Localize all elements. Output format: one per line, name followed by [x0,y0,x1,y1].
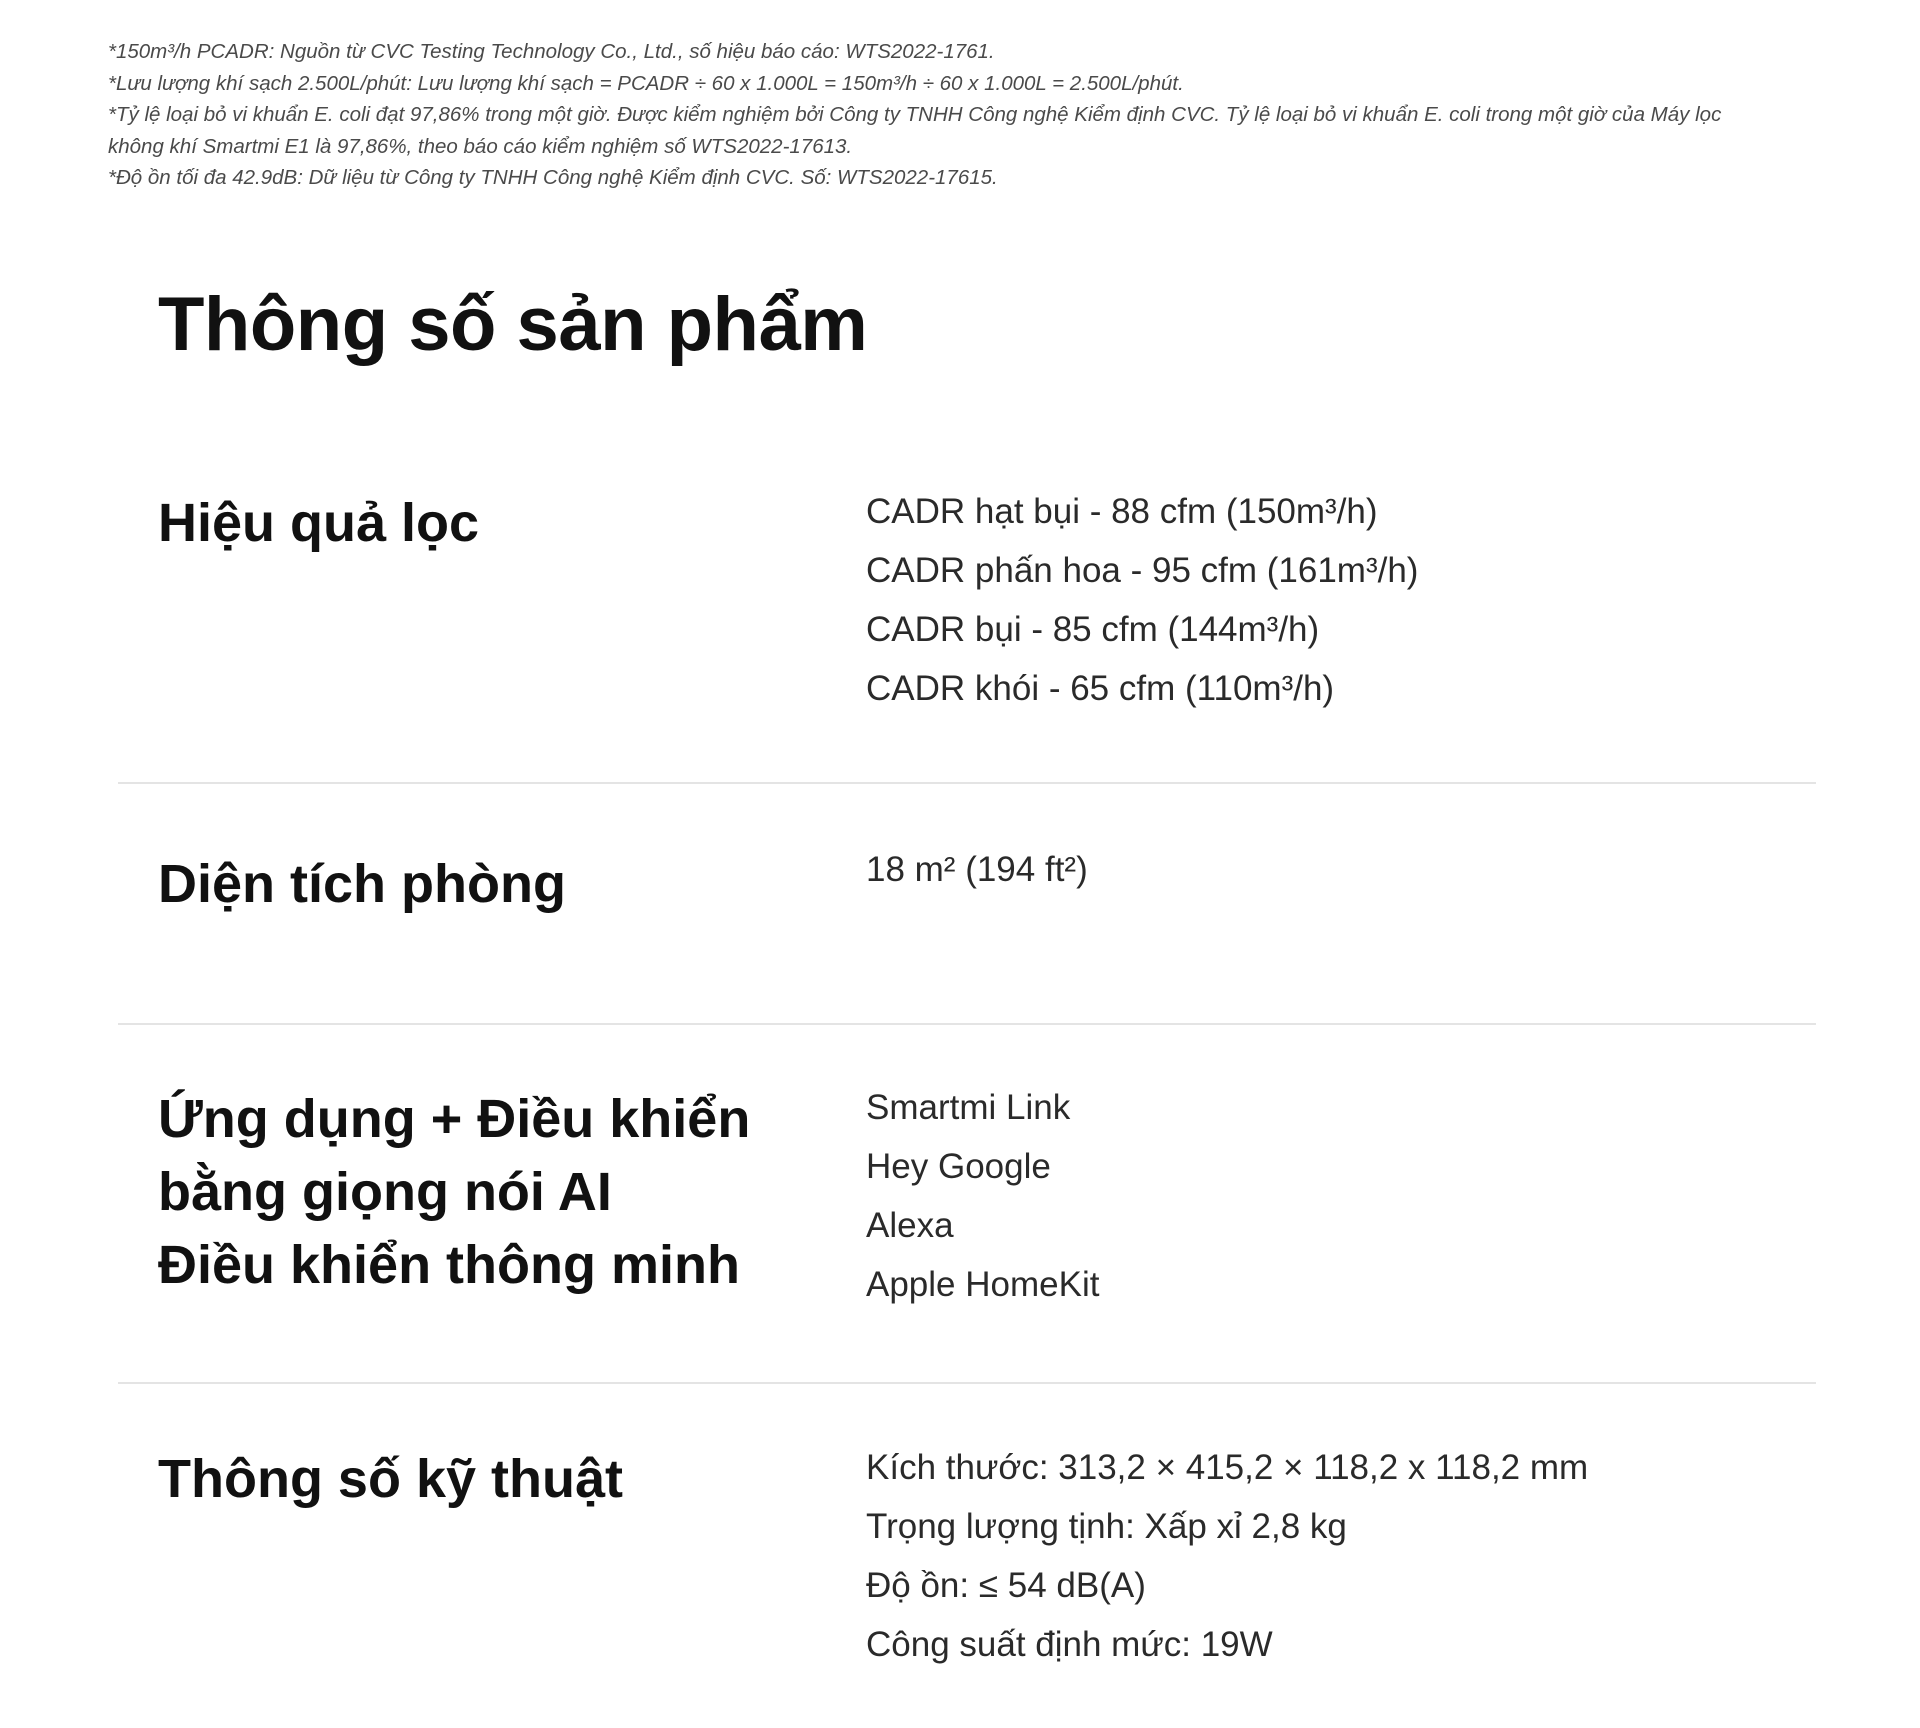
spec-value-smoke-cadr: CADR khói - 65 cfm (110m³/h) [866,669,1335,708]
section-divider [118,1023,1816,1025]
spec-values-smart-control [866,1078,1099,1314]
spec-values-room-area [866,840,1088,899]
spec-value-noise-level: Độ ồn: ≤ 54 dB(A) [866,1566,1146,1605]
footnote-ecoli-continued: không khí Smartmi E1 là 97,86%, theo báo cáo kiểm nghiệm số WTS2022-17613. [108,134,853,158]
spec-value-room-area: 18 m² (194 ft²) [866,850,1088,889]
spec-value-dust-cadr: CADR bụi - 85 cfm (144m³/h) [866,610,1320,649]
spec-value-pollen-cadr: CADR phấn hoa - 95 cfm (161m³/h) [866,551,1419,590]
footnote-noise: *Độ ồn tối đa 42.9dB: Dữ liệu từ Công ty TNHH Công nghệ Kiểm định CVC. Số: WTS2022-17615. [108,166,998,189]
section-divider [118,1382,1816,1384]
spec-values-filtration [866,482,1418,718]
spec-value-alexa: Alexa [866,1206,954,1245]
footnote-clean-air-flow: *Lưu lượng khí sạch 2.500L/phút: Lưu lượng khí sạch = PCADR ÷ 60 x 1.000L = 150m³/h ÷ 60 x 1.000L = 2.500L/phút. [108,71,1184,95]
footnote-ecoli: *Tỷ lệ loại bỏ vi khuẩn E. coli đạt 97,86% trong một giờ. Được kiểm nghiệm bởi Công ty TNHH Công nghệ Kiểm định CVC. Tỷ lệ loại bỏ vi khuẩn E. coli trong một giờ của Máy lọc [108,103,1722,126]
footnotes [108,36,1828,194]
spec-label-line: bằng giọng nói AI [158,1162,612,1222]
spec-label-line: Điều khiển thông minh [158,1235,740,1295]
spec-label-room-area: Diện tích phòng [158,854,566,914]
section-divider [118,782,1816,784]
spec-label-line: Ứng dụng + Điều khiển [158,1089,751,1149]
spec-label-technical: Thông số kỹ thuật [158,1449,623,1509]
spec-value-rated-power: Công suất định mức: 19W [866,1625,1273,1664]
spec-values-technical [866,1438,1588,1674]
spec-value-hey-google: Hey Google [866,1147,1051,1186]
spec-value-apple-homekit: Apple HomeKit [866,1265,1100,1304]
spec-value-smartmi-link: Smartmi Link [866,1088,1071,1127]
spec-value-dimensions: Kích thước: 313,2 × 415,2 × 118,2 x 118,2 mm [866,1448,1589,1487]
footnote-pcadr: *150m³/h PCADR: Nguồn từ CVC Testing Technology Co., Ltd., số hiệu báo cáo: WTS2022-1761. [108,40,995,63]
spec-label-smart-control [158,1083,798,1302]
spec-value-particle-cadr: CADR hạt bụi - 88 cfm (150m³/h) [866,492,1378,531]
spec-value-net-weight: Trọng lượng tịnh: Xấp xỉ 2,8 kg [866,1507,1347,1546]
spec-label-filtration: Hiệu quả lọc [158,493,480,553]
page-title: Thông số sản phẩm [158,282,868,367]
